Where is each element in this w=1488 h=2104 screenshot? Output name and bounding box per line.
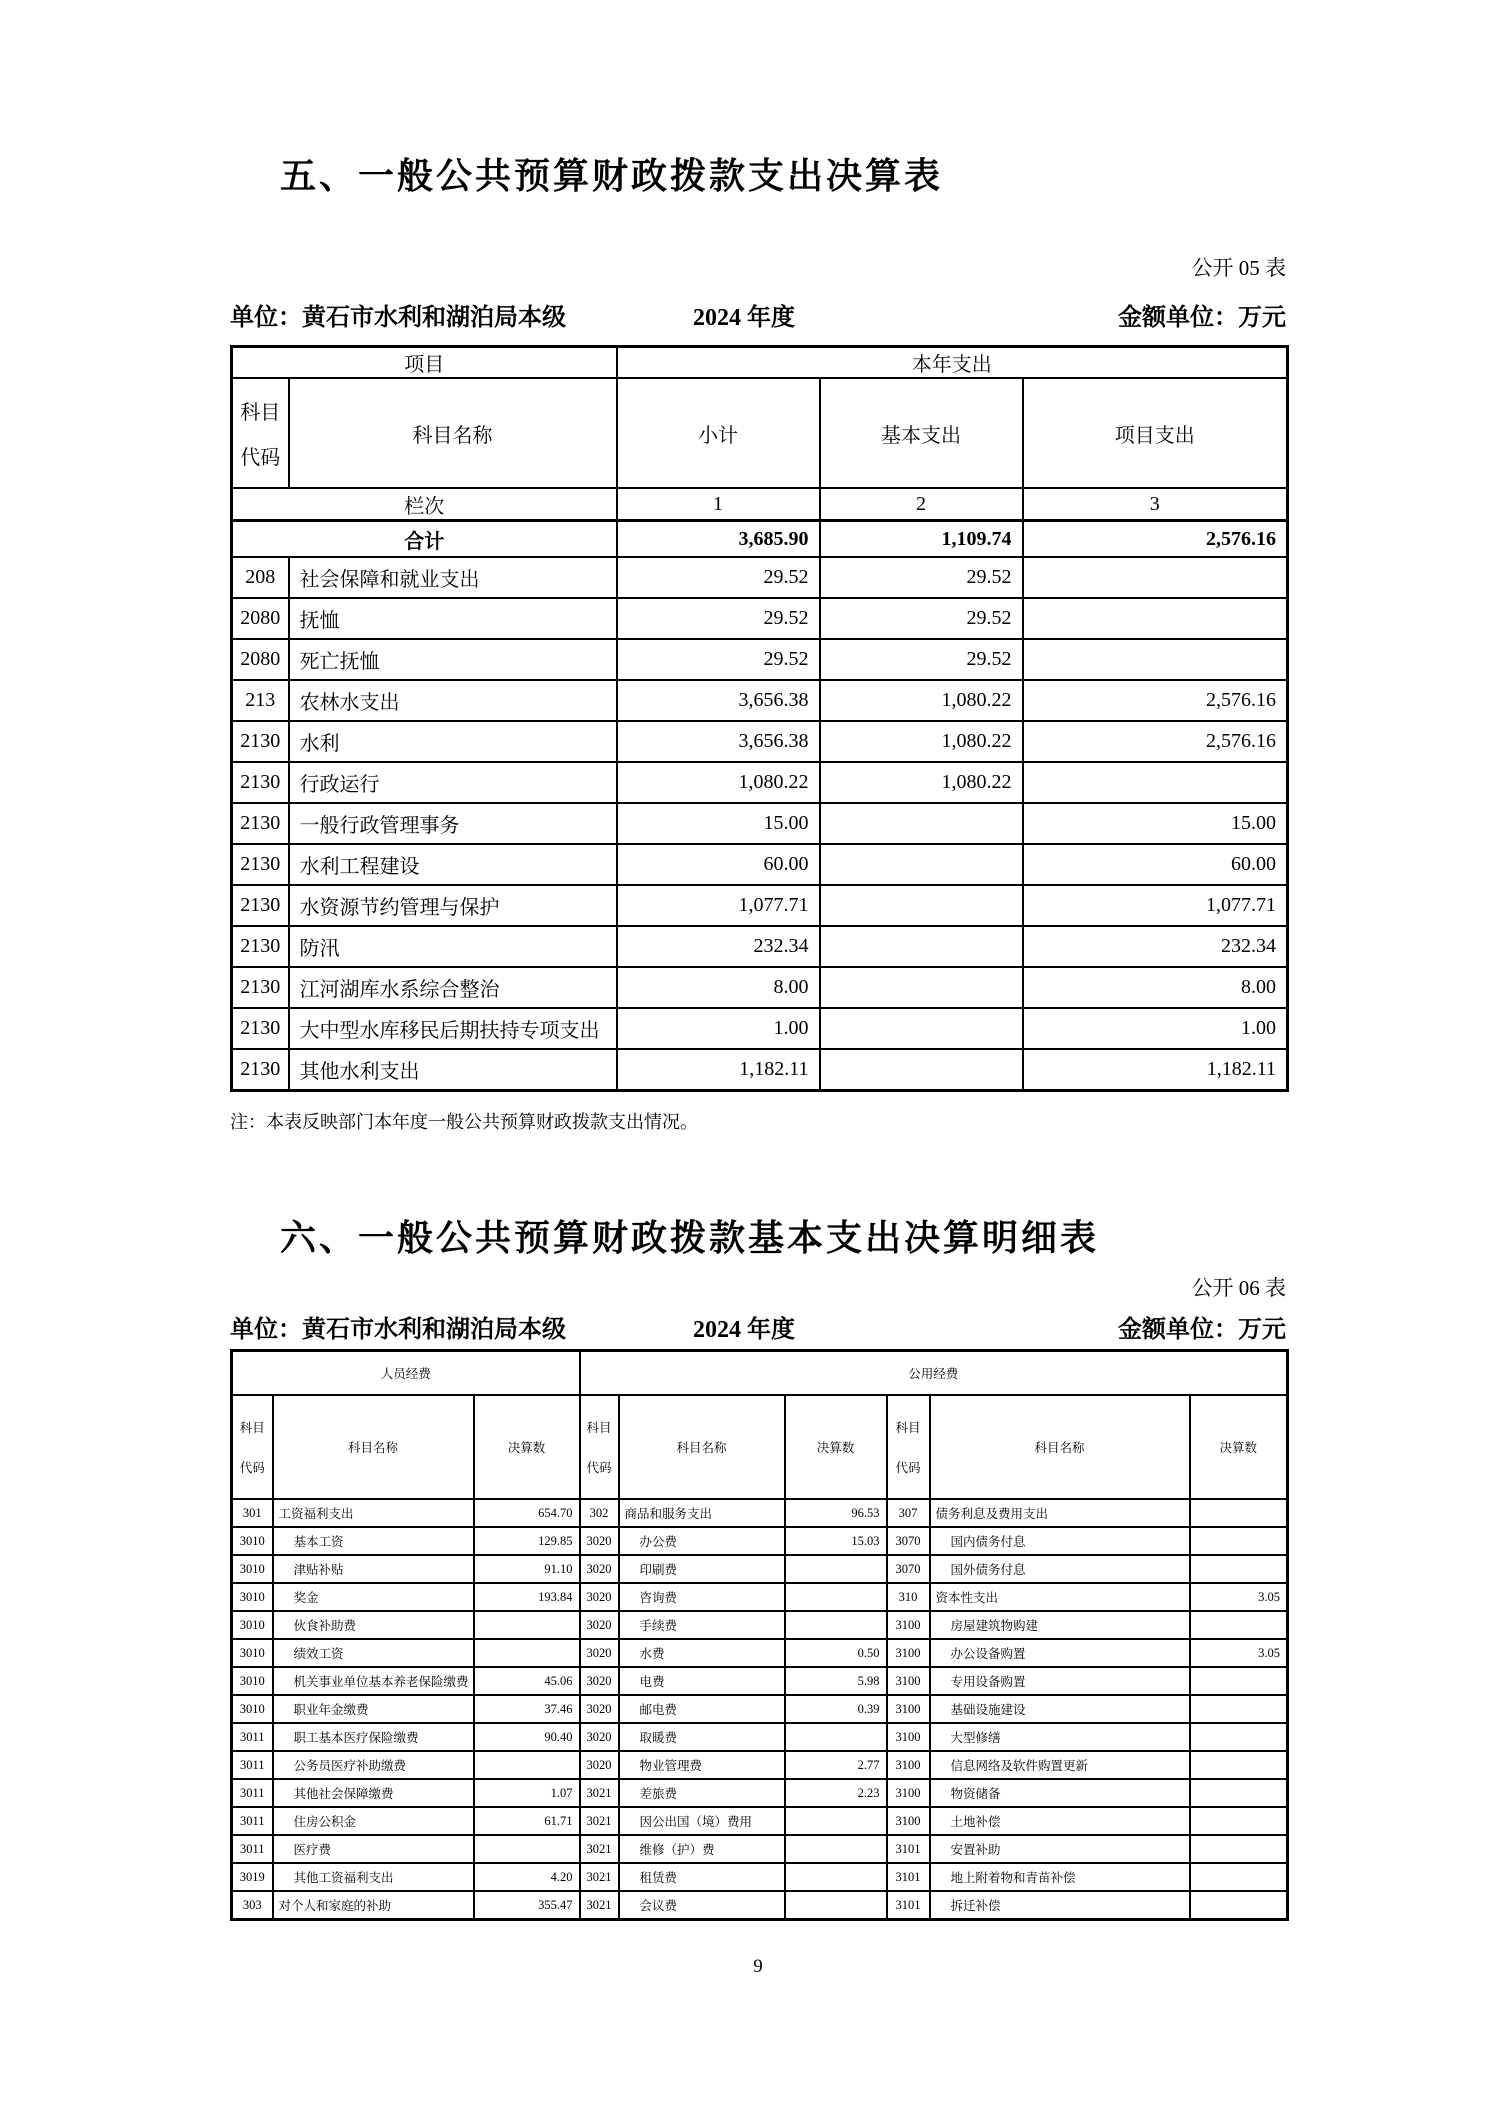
table6-name-cell: 印刷费	[619, 1555, 785, 1583]
table5-title: 五、一般公共预算财政拨款支出决算表	[280, 155, 944, 196]
table6-amount-cell: 15.03	[785, 1527, 887, 1555]
table5-row	[232, 967, 1288, 1008]
table6-code-cell: 3020	[580, 1639, 619, 1667]
table6-name-cell: 津贴补贴	[273, 1555, 474, 1583]
table6-code-cell: 3070	[887, 1527, 930, 1555]
table5-basic-cell: 1,080.22	[820, 721, 1023, 762]
table6-name-cell: 职工基本医疗保险缴费	[273, 1723, 474, 1751]
table5-basic-cell: 29.52	[820, 639, 1023, 680]
table5-code-cell: 2130	[232, 803, 289, 844]
table6-amount-cell: 1.07	[474, 1779, 580, 1807]
table5-basic-cell	[820, 967, 1023, 1008]
table5-basic-cell: 1,080.22	[820, 680, 1023, 721]
table6-amount-cell	[1190, 1611, 1288, 1639]
table5-name-cell: 行政运行	[289, 762, 617, 803]
table6-header-code-3-line1: 科目	[895, 1421, 921, 1435]
table6-amount-cell: 3.05	[1190, 1583, 1288, 1611]
table6-amount-cell	[1190, 1667, 1288, 1695]
table5-row	[232, 803, 1288, 844]
table6-amount-cell	[1190, 1695, 1288, 1723]
table5-project-cell: 1.00	[1023, 1008, 1288, 1049]
table6-amount-cell	[1190, 1527, 1288, 1555]
table5-header-col-2: 2	[820, 488, 1023, 521]
table6-code-cell: 3011	[232, 1807, 273, 1835]
table6-amount-cell: 2.23	[785, 1779, 887, 1807]
table6-header-name-3: 科目名称	[930, 1395, 1190, 1499]
table5-unit-label: 单位：黄石市水利和湖泊局本级	[230, 305, 566, 331]
table6-code-cell: 3010	[232, 1611, 273, 1639]
table5-total-label: 合计	[232, 521, 617, 558]
table6-name-cell: 办公设备购置	[930, 1639, 1190, 1667]
table6-header-name-1: 科目名称	[273, 1395, 474, 1499]
table6-code-cell: 3011	[232, 1723, 273, 1751]
table6-name-cell: 维修（护）费	[619, 1835, 785, 1863]
table6-code-cell: 3020	[580, 1723, 619, 1751]
table5-name-cell: 抚恤	[289, 598, 617, 639]
table6-unit-label: 单位：黄石市水利和湖泊局本级	[230, 1317, 566, 1343]
table6-amount-cell: 37.46	[474, 1695, 580, 1723]
table6-detail-table	[230, 1349, 1289, 1921]
table6-code-cell: 3100	[887, 1667, 930, 1695]
table6-code-cell: 3101	[887, 1863, 930, 1891]
table6-header-personnel: 人员经费	[232, 1351, 580, 1396]
table6-name-cell: 租赁费	[619, 1863, 785, 1891]
table6-name-cell: 机关事业单位基本养老保险缴费	[273, 1667, 474, 1695]
table5-project-cell: 232.34	[1023, 926, 1288, 967]
table6-name-cell: 安置补助	[930, 1835, 1190, 1863]
table5-row	[232, 1008, 1288, 1049]
table5-code-cell: 2130	[232, 885, 289, 926]
table6-amount-cell	[785, 1891, 887, 1920]
table5-project-cell: 15.00	[1023, 803, 1288, 844]
table6-name-cell: 因公出国（境）费用	[619, 1807, 785, 1835]
table5-code-cell: 2130	[232, 1049, 289, 1091]
table6-name-cell: 会议费	[619, 1891, 785, 1920]
table5-row	[232, 926, 1288, 967]
table5-header-row-3	[232, 488, 1288, 521]
table6-row	[232, 1751, 1288, 1779]
table6-code-cell: 3010	[232, 1527, 273, 1555]
table5-code-cell: 2130	[232, 967, 289, 1008]
table6-amount-cell	[785, 1555, 887, 1583]
table5-total-row	[232, 521, 1288, 558]
table5-project-cell	[1023, 598, 1288, 639]
table6-amount-cell	[785, 1723, 887, 1751]
table5-header-subtotal: 小计	[617, 378, 820, 488]
table5-project-cell	[1023, 557, 1288, 598]
table6-header-row-2	[232, 1395, 1288, 1499]
table6-code-cell: 3010	[232, 1667, 273, 1695]
table6-name-cell: 手续费	[619, 1611, 785, 1639]
table6-name-cell: 邮电费	[619, 1695, 785, 1723]
table6-amount-cell: 5.98	[785, 1667, 887, 1695]
table6-row	[232, 1639, 1288, 1667]
table6-name-cell: 专用设备购置	[930, 1667, 1190, 1695]
table6-name-cell: 对个人和家庭的补助	[273, 1891, 474, 1920]
table6-name-cell: 咨询费	[619, 1583, 785, 1611]
table5-name-cell: 水利	[289, 721, 617, 762]
table5-header-name: 科目名称	[289, 378, 617, 488]
table5-basic-cell	[820, 844, 1023, 885]
table5-code-cell: 2130	[232, 721, 289, 762]
table6-row	[232, 1667, 1288, 1695]
table6-amount-cell: 2.77	[785, 1751, 887, 1779]
table6-header-code-3-lines	[888, 1396, 929, 1498]
table5-project-cell	[1023, 639, 1288, 680]
table5-expense-table	[230, 345, 1289, 1092]
table5-name-cell: 水利工程建设	[289, 844, 617, 885]
table5-subtotal-cell: 29.52	[617, 557, 820, 598]
table6-header-amount-1: 决算数	[474, 1395, 580, 1499]
table6-row	[232, 1611, 1288, 1639]
table5-header-code-line2: 代码	[240, 447, 281, 470]
table6-name-cell: 拆迁补偿	[930, 1891, 1190, 1920]
table6-name-cell: 电费	[619, 1667, 785, 1695]
table5-header-project-expense: 项目支出	[1023, 378, 1288, 488]
table6-amount-cell	[474, 1639, 580, 1667]
table6-name-cell: 信息网络及软件购置更新	[930, 1751, 1190, 1779]
table6-code-cell: 3100	[887, 1807, 930, 1835]
table5-code-cell: 208	[232, 557, 289, 598]
table6-code-cell: 3101	[887, 1891, 930, 1920]
table5-row	[232, 1049, 1288, 1091]
table6-name-cell: 水费	[619, 1639, 785, 1667]
table5-header-row-2	[232, 378, 1288, 488]
table6-code-cell: 3021	[580, 1891, 619, 1920]
table6-amount-cell	[1190, 1835, 1288, 1863]
table5-project-cell	[1023, 762, 1288, 803]
table6-body	[232, 1499, 1288, 1920]
table6-name-cell: 职业年金缴费	[273, 1695, 474, 1723]
table5-project-cell: 1,182.11	[1023, 1049, 1288, 1091]
table6-row	[232, 1555, 1288, 1583]
table5-name-cell: 社会保障和就业支出	[289, 557, 617, 598]
table5-code-cell: 2130	[232, 844, 289, 885]
table6-code-cell: 3010	[232, 1639, 273, 1667]
table6-row	[232, 1583, 1288, 1611]
table6-name-cell: 物业管理费	[619, 1751, 785, 1779]
table6-name-cell: 奖金	[273, 1583, 474, 1611]
table6-code-cell: 3100	[887, 1639, 930, 1667]
table6-code-cell: 3010	[232, 1583, 273, 1611]
table6-name-cell: 住房公积金	[273, 1807, 474, 1835]
table6-header-code-2	[580, 1395, 619, 1499]
table6-name-cell: 工资福利支出	[273, 1499, 474, 1527]
table6-code-cell: 3020	[580, 1583, 619, 1611]
table6-code-cell: 3100	[887, 1779, 930, 1807]
table6-name-cell: 公务员医疗补助缴费	[273, 1751, 474, 1779]
table6-amount-cell	[1190, 1779, 1288, 1807]
table6-amount-cell	[1190, 1499, 1288, 1527]
table6-amount-cell	[474, 1611, 580, 1639]
table5-header-project: 项目	[232, 347, 617, 379]
table5-name-cell: 水资源节约管理与保护	[289, 885, 617, 926]
table5-row	[232, 557, 1288, 598]
table5-subtotal-cell: 1,080.22	[617, 762, 820, 803]
table6-amount-cell	[1190, 1751, 1288, 1779]
table6-amount-cell: 654.70	[474, 1499, 580, 1527]
table6-amount-cell	[1190, 1807, 1288, 1835]
table6-header-code-1-lines	[233, 1396, 272, 1498]
table5-header-column-label: 栏次	[232, 488, 617, 521]
table6-code-cell: 3021	[580, 1863, 619, 1891]
table6-amount-cell	[785, 1863, 887, 1891]
table6-name-cell: 办公费	[619, 1527, 785, 1555]
table6-code-cell: 3011	[232, 1779, 273, 1807]
table6-header	[232, 1351, 1288, 1500]
table5-header-col-3: 3	[1023, 488, 1288, 521]
table6-amount-cell: 4.20	[474, 1863, 580, 1891]
table6-name-cell: 债务利息及费用支出	[930, 1499, 1190, 1527]
table6-name-cell: 物资储备	[930, 1779, 1190, 1807]
table5-subtotal-cell: 1.00	[617, 1008, 820, 1049]
table5-basic-cell	[820, 1008, 1023, 1049]
table6-code-cell: 3021	[580, 1779, 619, 1807]
table6-code-cell: 3020	[580, 1611, 619, 1639]
table5-header-current-year: 本年支出	[617, 347, 1288, 379]
table5-basic-cell	[820, 926, 1023, 967]
table5-header-code-line1: 科目	[240, 401, 281, 424]
table6-header-name-2: 科目名称	[619, 1395, 785, 1499]
table5-name-cell: 大中型水库移民后期扶持专项支出	[289, 1008, 617, 1049]
table5-row	[232, 639, 1288, 680]
table5-subtotal-cell: 15.00	[617, 803, 820, 844]
table5-header-row-1	[232, 347, 1288, 379]
table6-amount-cell: 91.10	[474, 1555, 580, 1583]
table6-public-label: 公开 06 表	[1191, 1276, 1286, 1300]
table6-amount-cell	[785, 1807, 887, 1835]
table5-project-cell: 1,077.71	[1023, 885, 1288, 926]
table6-code-cell: 3100	[887, 1751, 930, 1779]
table5-header-code-lines	[233, 379, 288, 487]
table5-basic-cell	[820, 885, 1023, 926]
table6-name-cell: 其他社会保障缴费	[273, 1779, 474, 1807]
table6-code-cell: 3021	[580, 1807, 619, 1835]
table5-row	[232, 598, 1288, 639]
table5-code-cell: 2130	[232, 762, 289, 803]
table5-subtitle	[230, 297, 1286, 332]
table5-public-label: 公开 05 表	[1191, 256, 1286, 280]
table6-header-code-3	[887, 1395, 930, 1499]
table6-row	[232, 1527, 1288, 1555]
table5-name-cell: 死亡抚恤	[289, 639, 617, 680]
table6-code-cell: 3011	[232, 1751, 273, 1779]
table6-code-cell: 3020	[580, 1555, 619, 1583]
table5-subtotal-cell: 8.00	[617, 967, 820, 1008]
table6-code-cell: 3019	[232, 1863, 273, 1891]
table5-basic-cell: 29.52	[820, 557, 1023, 598]
table6-code-cell: 3020	[580, 1667, 619, 1695]
table6-header-public-funds: 公用经费	[580, 1351, 1288, 1396]
table5-code-cell: 213	[232, 680, 289, 721]
table5-project-cell: 60.00	[1023, 844, 1288, 885]
table6-row	[232, 1835, 1288, 1863]
table5-row	[232, 721, 1288, 762]
table6-amount-cell	[785, 1583, 887, 1611]
table5-subtotal-cell: 3,656.38	[617, 721, 820, 762]
table6-name-cell: 差旅费	[619, 1779, 785, 1807]
table5-project-cell: 2,576.16	[1023, 721, 1288, 762]
table6-amount-cell: 61.71	[474, 1807, 580, 1835]
table5-amount-unit-label: 金额单位：万元	[1118, 305, 1286, 331]
table6-code-cell: 3010	[232, 1555, 273, 1583]
table6-year-label: 2024 年度	[693, 1317, 795, 1343]
table6-amount-cell	[474, 1751, 580, 1779]
table6-header-code-2-line2: 代码	[586, 1461, 612, 1475]
table6-subtitle	[230, 1309, 1286, 1344]
table6-amount-cell: 96.53	[785, 1499, 887, 1527]
table6-header-amount-3: 决算数	[1190, 1395, 1288, 1499]
table6-header-code-1-line1: 科目	[239, 1421, 265, 1435]
table6-name-cell: 国内债务付息	[930, 1527, 1190, 1555]
table6-name-cell: 地上附着物和青苗补偿	[930, 1863, 1190, 1891]
table6-amount-cell	[1190, 1723, 1288, 1751]
table5-body	[232, 521, 1288, 1091]
table6-amount-cell: 45.06	[474, 1667, 580, 1695]
page-number: 9	[753, 1956, 763, 1977]
table5-code-cell: 2080	[232, 598, 289, 639]
table6-row	[232, 1863, 1288, 1891]
table5-code-cell: 2130	[232, 926, 289, 967]
table5-row	[232, 844, 1288, 885]
table5-row	[232, 885, 1288, 926]
table5-basic-cell: 1,080.22	[820, 762, 1023, 803]
table6-header-code-2-line1: 科目	[586, 1421, 612, 1435]
table6-row	[232, 1807, 1288, 1835]
table6-name-cell: 土地补偿	[930, 1807, 1190, 1835]
table5-header-code	[232, 378, 289, 488]
table6-header-code-2-lines	[581, 1396, 618, 1498]
table6-code-cell: 310	[887, 1583, 930, 1611]
table5-code-cell: 2080	[232, 639, 289, 680]
table6-code-cell: 3070	[887, 1555, 930, 1583]
table6-amount-cell: 193.84	[474, 1583, 580, 1611]
table5-name-cell: 江河湖库水系综合整治	[289, 967, 617, 1008]
table5-row	[232, 680, 1288, 721]
table6-amount-cell	[474, 1835, 580, 1863]
table6-row	[232, 1695, 1288, 1723]
table6-title: 六、一般公共预算财政拨款基本支出决算明细表	[280, 1217, 1100, 1258]
table6-amount-cell: 0.39	[785, 1695, 887, 1723]
table6-amount-cell: 129.85	[474, 1527, 580, 1555]
table6-amount-unit-label: 金额单位：万元	[1118, 1317, 1286, 1343]
table5-subtotal-cell: 1,182.11	[617, 1049, 820, 1091]
table5-basic-cell	[820, 1049, 1023, 1091]
table5-name-cell: 其他水利支出	[289, 1049, 617, 1091]
table6-header-amount-2: 决算数	[785, 1395, 887, 1499]
table5-basic-cell: 29.52	[820, 598, 1023, 639]
table5-header	[232, 347, 1288, 521]
table6-name-cell: 资本性支出	[930, 1583, 1190, 1611]
table6-amount-cell: 90.40	[474, 1723, 580, 1751]
table5-subtotal-cell: 29.52	[617, 598, 820, 639]
table6-name-cell: 商品和服务支出	[619, 1499, 785, 1527]
table5-name-cell: 防汛	[289, 926, 617, 967]
table6-name-cell: 其他工资福利支出	[273, 1863, 474, 1891]
table6-amount-cell	[1190, 1555, 1288, 1583]
table5-year-label: 2024 年度	[693, 305, 795, 331]
table5-project-cell: 2,576.16	[1023, 680, 1288, 721]
table5-header-basic: 基本支出	[820, 378, 1023, 488]
table5-subtotal-cell: 1,077.71	[617, 885, 820, 926]
table6-code-cell: 3020	[580, 1527, 619, 1555]
table6-code-cell: 3020	[580, 1695, 619, 1723]
table6-amount-cell	[785, 1835, 887, 1863]
table6-row	[232, 1891, 1288, 1920]
table6-name-cell: 国外债务付息	[930, 1555, 1190, 1583]
table6-amount-cell	[1190, 1891, 1288, 1920]
table6-header-code-1	[232, 1395, 273, 1499]
table6-name-cell: 绩效工资	[273, 1639, 474, 1667]
table6-header-code-3-line2: 代码	[895, 1461, 921, 1475]
table6-amount-cell: 0.50	[785, 1639, 887, 1667]
table5-subtotal-cell: 232.34	[617, 926, 820, 967]
table6-name-cell: 伙食补助费	[273, 1611, 474, 1639]
table6-code-cell: 3011	[232, 1835, 273, 1863]
table5-note: 注：本表反映部门本年度一般公共预算财政拨款支出情况。	[230, 1112, 698, 1132]
table5-total-subtotal: 3,685.90	[617, 521, 820, 558]
table6-amount-cell: 355.47	[474, 1891, 580, 1920]
table6-name-cell: 大型修缮	[930, 1723, 1190, 1751]
table6-code-cell: 307	[887, 1499, 930, 1527]
table6-code-cell: 303	[232, 1891, 273, 1920]
table6-name-cell: 基本工资	[273, 1527, 474, 1555]
table6-amount-cell: 3.05	[1190, 1639, 1288, 1667]
table5-name-cell: 一般行政管理事务	[289, 803, 617, 844]
table5-project-cell: 8.00	[1023, 967, 1288, 1008]
table6-code-cell: 3020	[580, 1751, 619, 1779]
table5-code-cell: 2130	[232, 1008, 289, 1049]
table6-row	[232, 1779, 1288, 1807]
table6-code-cell: 3021	[580, 1835, 619, 1863]
table6-code-cell: 3100	[887, 1723, 930, 1751]
table5-total-basic: 1,109.74	[820, 521, 1023, 558]
table5-row	[232, 762, 1288, 803]
table5-header-col-1: 1	[617, 488, 820, 521]
table6-row	[232, 1499, 1288, 1527]
table6-code-cell: 301	[232, 1499, 273, 1527]
table5-subtotal-cell: 3,656.38	[617, 680, 820, 721]
table6-code-cell: 302	[580, 1499, 619, 1527]
table5-name-cell: 农林水支出	[289, 680, 617, 721]
table6-amount-cell	[1190, 1863, 1288, 1891]
table5-total-project: 2,576.16	[1023, 521, 1288, 558]
table6-name-cell: 取暖费	[619, 1723, 785, 1751]
table6-row	[232, 1723, 1288, 1751]
table6-code-cell: 3100	[887, 1695, 930, 1723]
table6-amount-cell	[785, 1611, 887, 1639]
table6-name-cell: 医疗费	[273, 1835, 474, 1863]
table5-subtotal-cell: 60.00	[617, 844, 820, 885]
table6-name-cell: 基础设施建设	[930, 1695, 1190, 1723]
table6-code-cell: 3010	[232, 1695, 273, 1723]
table6-name-cell: 房屋建筑物购建	[930, 1611, 1190, 1639]
table6-header-code-1-line2: 代码	[239, 1461, 265, 1475]
table5-basic-cell	[820, 803, 1023, 844]
table5-subtotal-cell: 29.52	[617, 639, 820, 680]
table6-code-cell: 3101	[887, 1835, 930, 1863]
table6-code-cell: 3100	[887, 1611, 930, 1639]
table6-header-row-1	[232, 1351, 1288, 1396]
